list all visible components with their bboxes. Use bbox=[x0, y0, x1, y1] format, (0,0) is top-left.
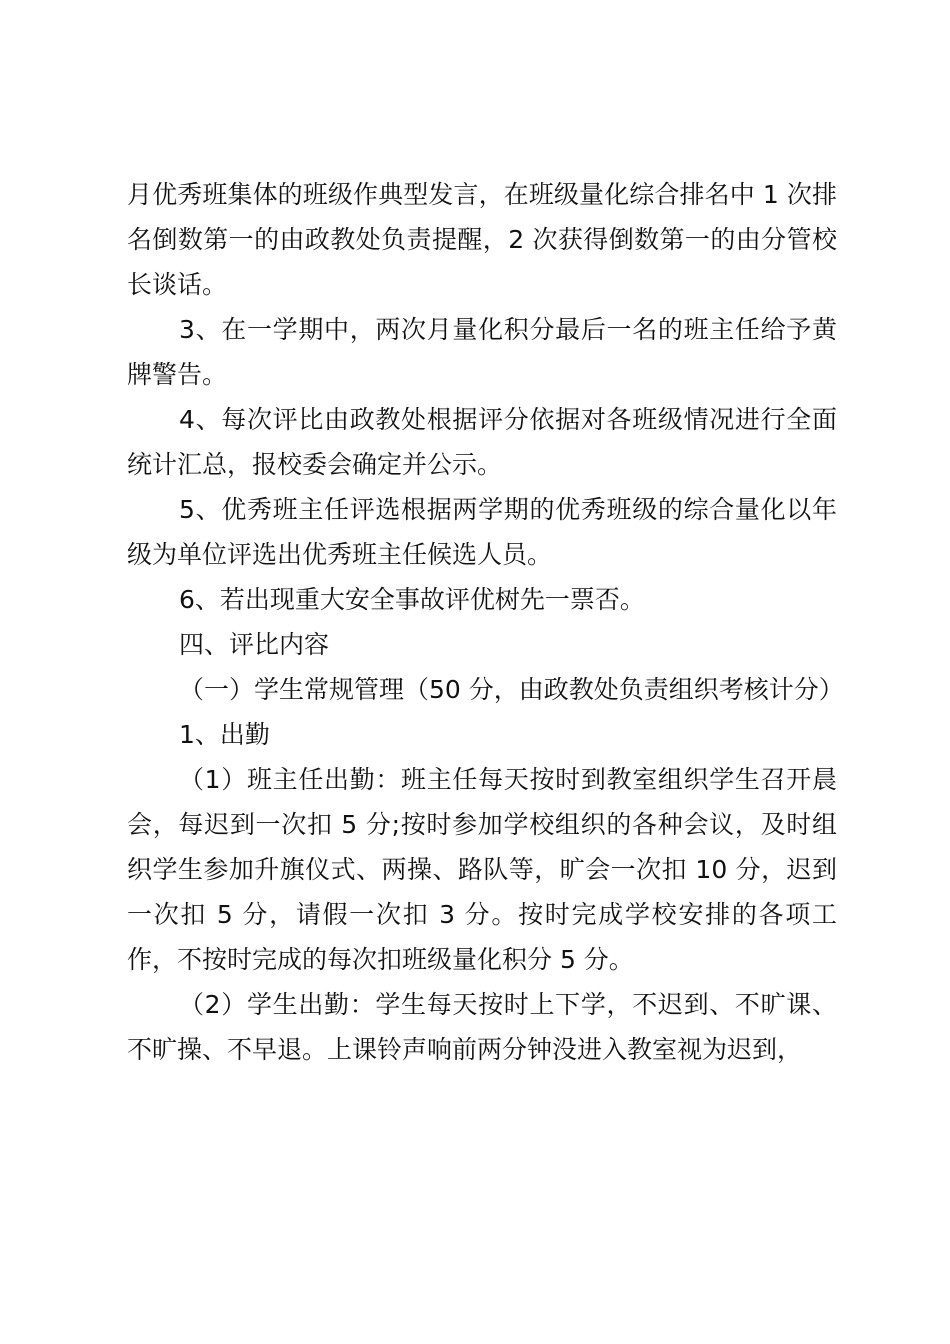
paragraph-4: 5、优秀班主任评选根据两学期的优秀班级的综合量化以年级为单位评选出优秀班主任候选人员。 bbox=[127, 495, 837, 569]
paragraph-2: 3、在一学期中，两次月量化积分最后一名的班主任给予黄牌警告。 bbox=[127, 315, 837, 389]
paragraph-1: 月优秀班集体的班级作典型发言，在班级量化综合排名中 1 次排名倒数第一的由政教处负责提醒，2 次获得倒数第一的由分管校长谈话。 bbox=[127, 180, 837, 299]
paragraph-teacher-attendance: （1）班主任出勤：班主任每天按时到教室组织学生召开晨会，每迟到一次扣 5 分;按时参加学校组织的各种会议，及时组织学生参加升旗仪式、两操、路队等，旷会一次扣 10 分，迟到一次扣 5 分，请假一次扣 3 分。按时完成学校安排的各项工作，不按时完成的每次扣班级量化积分 5 分。 bbox=[127, 765, 837, 974]
section-heading-4: 四、评比内容 bbox=[179, 630, 330, 659]
subsection-heading-1: （一）学生常规管理（50 分，由政教处负责组织考核计分） bbox=[179, 675, 844, 704]
document-body bbox=[127, 172, 844, 1072]
paragraph-student-attendance: （2）学生出勤：学生每天按时上下学，不迟到、不旷课、不旷操、不早退。上课铃声响前两分钟没进入教室视为迟到， bbox=[127, 990, 837, 1064]
paragraph-5: 6、若出现重大安全事故评优树先一票否。 bbox=[179, 585, 645, 614]
item-heading-attendance: 1、出勤 bbox=[179, 720, 270, 749]
paragraph-3: 4、每次评比由政教处根据评分依据对各班级情况进行全面统计汇总，报校委会确定并公示。 bbox=[127, 405, 837, 479]
